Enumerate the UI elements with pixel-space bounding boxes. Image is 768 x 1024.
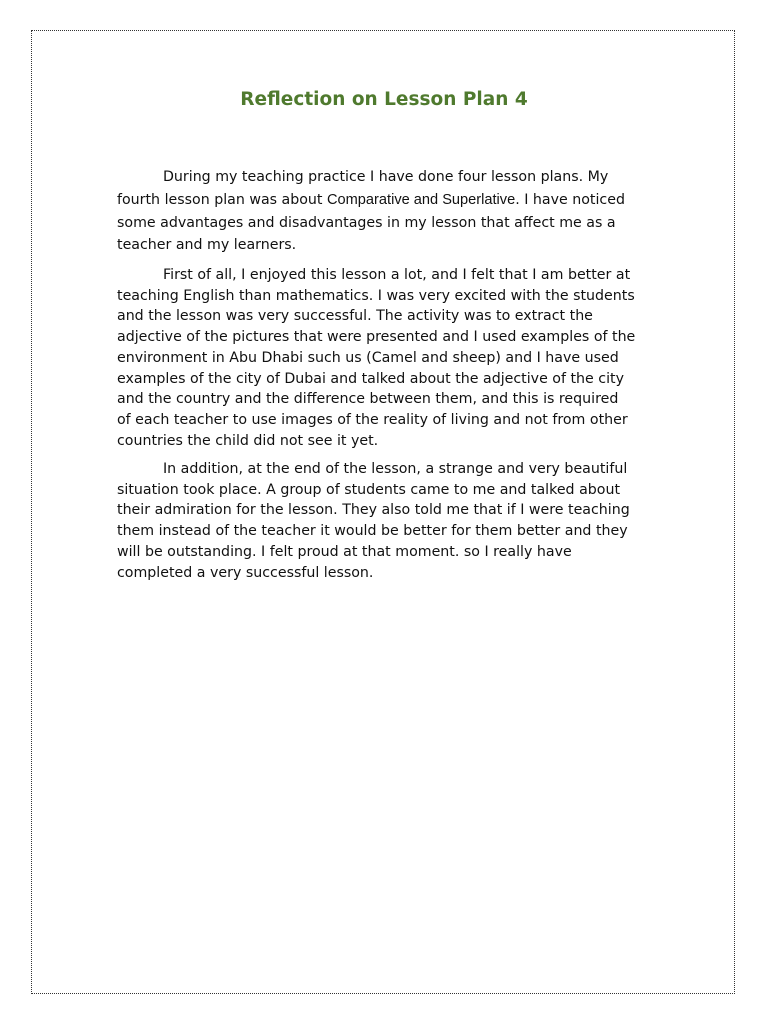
paragraph-1-text: fourth lesson plan was about xyxy=(117,191,327,208)
paragraph-3-line: completed a very successful lesson. xyxy=(117,564,374,581)
paragraph-2-line: countries the child did not see it yet. xyxy=(117,432,379,449)
paragraph-2-line: teaching English than mathematics. I was very excited with the students xyxy=(117,287,635,304)
paragraph-2-line: and the country and the difference between them, and this is required xyxy=(117,391,619,408)
paragraph-3 xyxy=(117,459,665,583)
paragraph-1-line: During my teaching practice I have done four lesson plans. My xyxy=(163,169,609,185)
paragraph-2-line: examples of the city of Dubai and talked about the adjective of the city xyxy=(117,370,624,387)
paragraph-2-line: and the lesson was very successful. The activity was to extract the xyxy=(117,308,593,325)
document-title: Reflection on Lesson Plan 4 xyxy=(240,89,528,110)
paragraph-2 xyxy=(117,265,665,451)
paragraph-2-line: of each teacher to use images of the reality of living and not from other xyxy=(117,411,628,428)
paragraph-3-line: them instead of the teacher it would be better for them better and they xyxy=(117,523,628,540)
paragraph-2-line: First of all, I enjoyed this lesson a lot, and I felt that I am better at xyxy=(163,267,631,283)
paragraph-1-line: teacher and my learners. xyxy=(117,237,297,254)
paragraph-3-line: situation took place. A group of students came to me and talked about xyxy=(117,481,621,498)
paragraph-1 xyxy=(117,166,665,257)
paragraph-2-line: environment in Abu Dhabi such us (Camel and sheep) and I have used xyxy=(117,349,619,366)
paragraph-1-topic: Comparative and Superlative xyxy=(327,191,516,208)
paragraph-3-line: In addition, at the end of the lesson, a strange and very beautiful xyxy=(163,461,628,477)
paragraph-3-line: their admiration for the lesson. They also told me that if I were teaching xyxy=(117,502,630,519)
paragraph-1-text: . I have noticed xyxy=(515,191,625,208)
paragraph-3-line: will be outstanding. I felt proud at that moment. so I really have xyxy=(117,543,572,560)
paragraph-1-line xyxy=(117,189,665,212)
paragraph-2-line: adjective of the pictures that were presented and I used examples of the xyxy=(117,329,636,346)
paragraph-1-line: some advantages and disadvantages in my lesson that affect me as a xyxy=(117,214,616,231)
